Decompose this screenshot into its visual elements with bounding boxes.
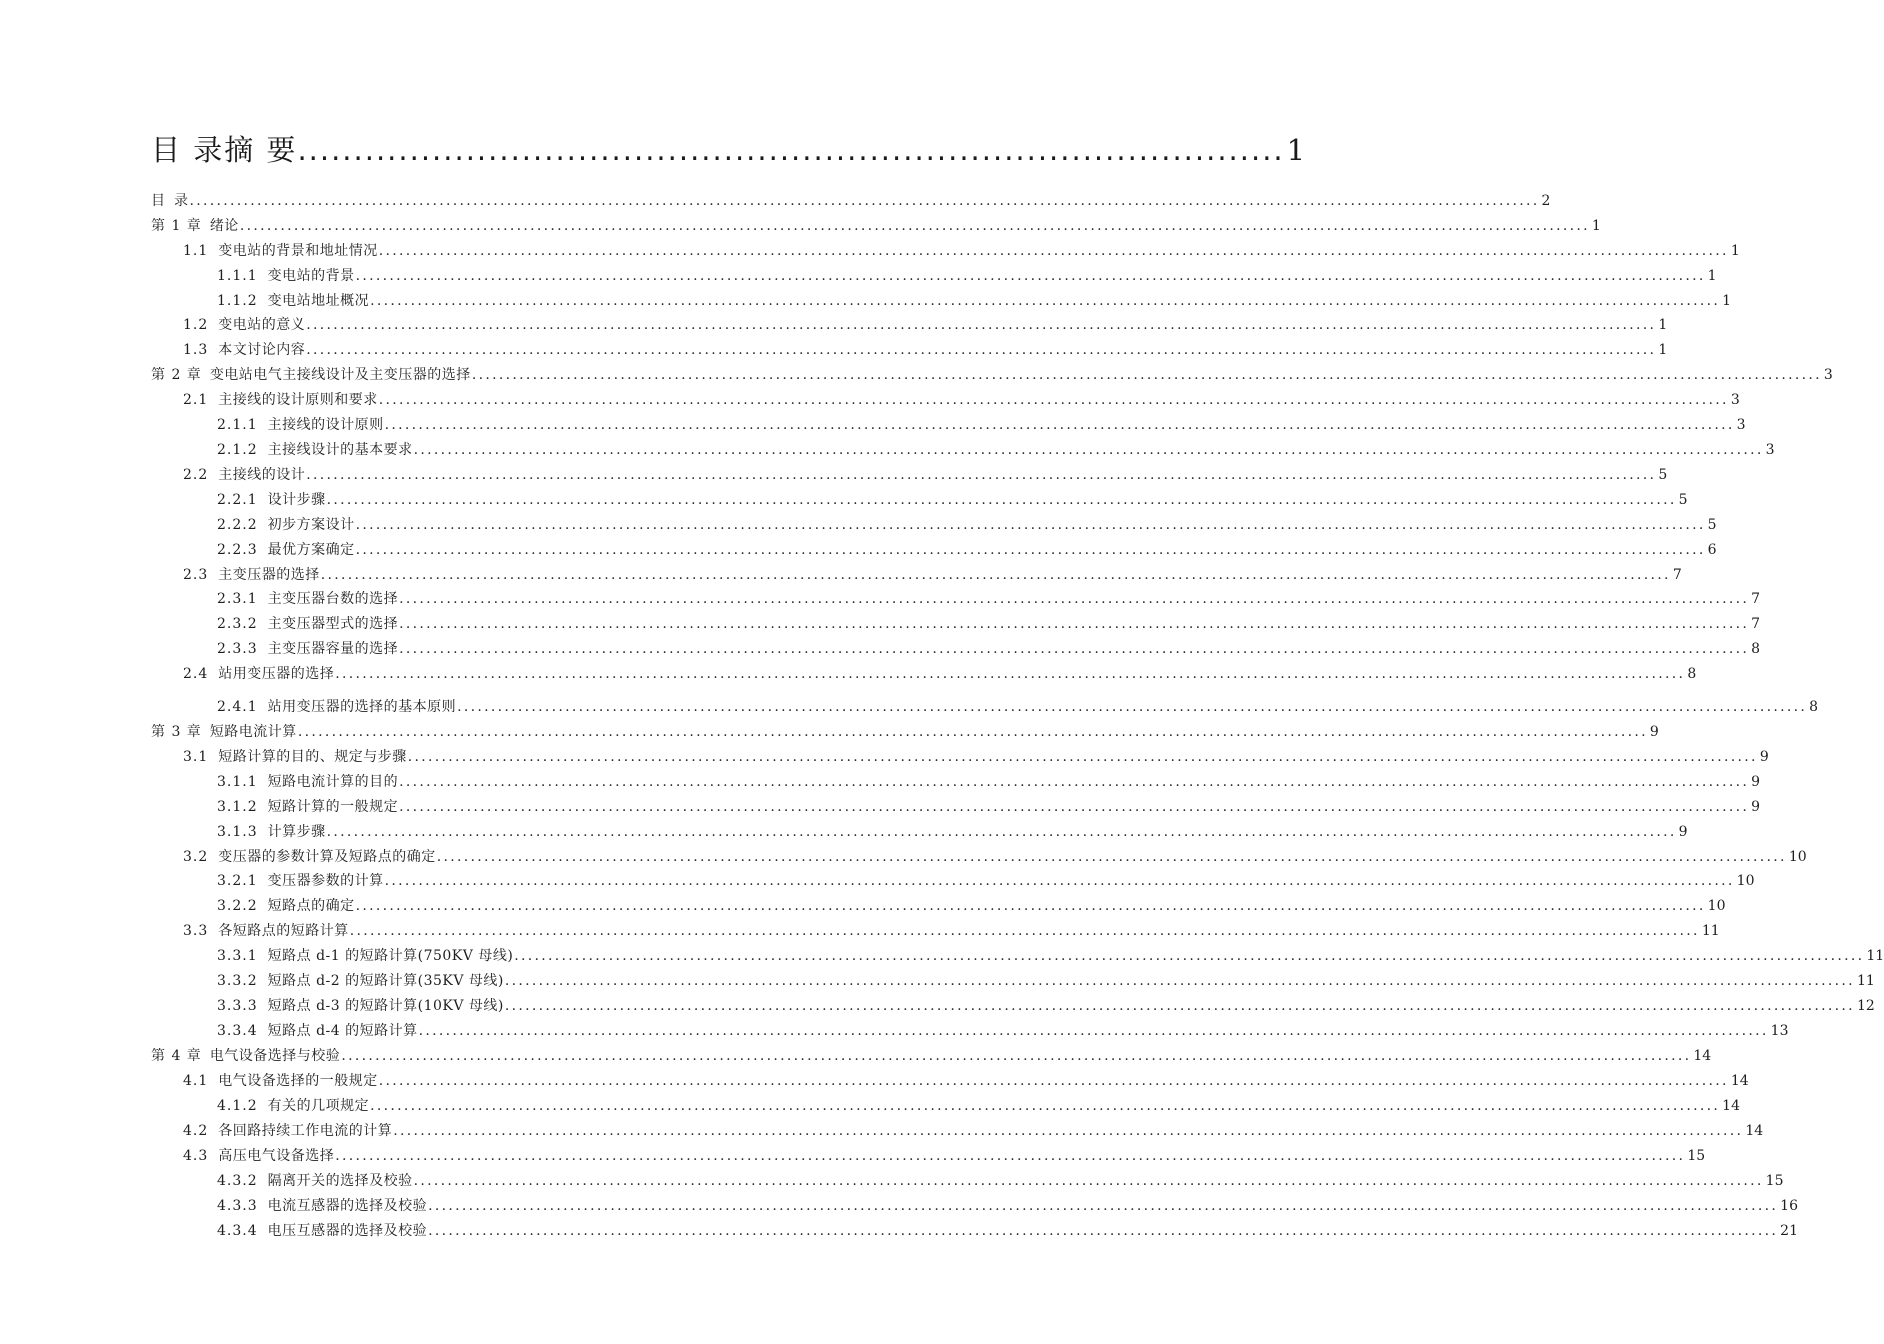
toc-entry-leader: ........................................................................................................................................................................................................ [471, 367, 1822, 383]
toc-entry-leader: ........................................................................................................................................................................................................ [428, 1198, 1779, 1214]
toc-entry-number: 第 1 章 [151, 218, 202, 234]
toc-entry-number: 第 4 章 [151, 1048, 202, 1064]
toc-entry-leader: ........................................................................................................................................................................................................ [335, 666, 1686, 682]
toc-entry-leader: ........................................................................................................................................................................................................ [378, 243, 1729, 259]
toc-entry-page: 11 [1701, 923, 1720, 939]
toc-entry-page: 3 [1765, 442, 1775, 458]
toc-entry-page: 1 [1722, 293, 1732, 309]
toc-entry-page: 14 [1722, 1098, 1740, 1114]
toc-entry-level-3[interactable] [217, 1196, 1798, 1216]
toc-entry-page: 9 [1751, 774, 1761, 790]
toc-entry-level-2[interactable] [183, 747, 1769, 767]
toc-entry-number: 1.2 [183, 317, 209, 333]
toc-entry-number: 3.1.3 [217, 824, 258, 840]
toc-entry-page: 1 [1707, 268, 1717, 284]
toc-entry-level-2[interactable] [183, 1146, 1706, 1166]
toc-entry-page: 9 [1759, 749, 1769, 765]
toc-entry-number: 3.3.1 [217, 948, 258, 964]
toc-entry-number: 4.2 [183, 1123, 209, 1139]
toc-entry-leader: ........................................................................................................................................................................................................ [384, 873, 1735, 889]
toc-entry-number: 3.2.1 [217, 873, 258, 889]
toc-entry-title: 短路点 d-4 的短路计算 [267, 1023, 418, 1039]
toc-entry-page: 9 [1678, 824, 1688, 840]
toc-heading-text: 目 录摘 要 [151, 133, 298, 167]
toc-entry-level-3[interactable] [217, 772, 1761, 792]
toc-entry-leader: ........................................................................................................................................................................................................ [418, 1023, 1769, 1039]
toc-entry-leader: ........................................................................................................................................................................................................ [399, 641, 1750, 657]
toc-entry-level-2[interactable] [183, 315, 1668, 335]
toc-entry-leader: ........................................................................................................................................................................................................ [407, 749, 1758, 765]
toc-entry-level-3[interactable] [217, 440, 1775, 460]
toc-entry-title: 电气设备选择与校验 [209, 1048, 341, 1064]
toc-heading[interactable] [151, 128, 1306, 170]
toc-entry-page: 15 [1765, 1173, 1784, 1189]
toc-entry-title: 有关的几项规定 [267, 1098, 370, 1114]
toc-entry-title: 绪论 [209, 218, 239, 234]
toc-entry-level-2[interactable] [183, 664, 1697, 684]
toc-entry-page: 16 [1780, 1198, 1798, 1214]
toc-entry-page: 1 [1730, 243, 1740, 259]
toc-entry-level-1[interactable] [151, 722, 1659, 742]
toc-entry-level-3[interactable] [217, 896, 1726, 916]
toc-entry-level-3[interactable] [217, 1096, 1740, 1116]
toc-entry-page: 15 [1687, 1148, 1706, 1164]
toc-entry-level-3[interactable] [217, 797, 1761, 817]
toc-entry-number: 3.3 [183, 923, 209, 939]
toc-entry-level-3[interactable] [217, 266, 1717, 286]
toc-entry-number: 3.1 [183, 749, 209, 765]
toc-entry-level-3[interactable] [217, 589, 1761, 609]
toc-entry-level-3[interactable] [217, 291, 1732, 311]
toc-entry-leader: ........................................................................................................................................................................................................ [239, 218, 1590, 234]
toc-entry-level-3[interactable] [217, 996, 1875, 1016]
toc-entry-leader: ........................................................................................................................................................................................................ [399, 616, 1750, 632]
toc-entry-number: 2.2.2 [217, 517, 258, 533]
toc-entry-leader: ........................................................................................................................................................................................................ [436, 849, 1787, 865]
toc-entry-number: 1.1.2 [217, 293, 258, 309]
toc-entry-number: 3.3.3 [217, 998, 258, 1014]
toc-entry-number: 4.1.2 [217, 1098, 258, 1114]
toc-entry-number: 1.1.1 [217, 268, 258, 284]
toc-entry-number: 2.2.1 [217, 492, 258, 508]
toc-entry-level-3[interactable] [217, 415, 1746, 435]
toc-entry-number: 3.1.2 [217, 799, 258, 815]
toc-entry-title: 短路点 d-2 的短路计算(35KV 母线) [267, 973, 504, 989]
toc-entry-leader: ........................................................................................................................................................................................................ [306, 342, 1657, 358]
toc-entry-number: 3.3.4 [217, 1023, 258, 1039]
toc-entry-title: 电压互感器的选择及校验 [267, 1223, 428, 1239]
toc-entry-page: 12 [1856, 998, 1875, 1014]
toc-entry-page: 8 [1687, 666, 1697, 682]
toc-entry-title: 短路计算的一般规定 [267, 799, 399, 815]
toc-entry-page: 1 [1658, 317, 1668, 333]
toc-entry-leader: ........................................................................................................................................................................................................ [320, 567, 1671, 583]
toc-entry-level-3[interactable] [217, 871, 1755, 891]
toc-entry-page: 9 [1649, 724, 1659, 740]
toc-entry-title: 各回路持续工作电流的计算 [218, 1123, 393, 1139]
toc-entry-leader: ........................................................................................................................................................................................................ [413, 1173, 1764, 1189]
toc-entry-title: 主接线的设计 [218, 467, 306, 483]
toc-entry-page: 7 [1672, 567, 1682, 583]
toc-entry-page: 8 [1751, 641, 1761, 657]
toc-entry-title: 站用变压器的选择 [218, 666, 335, 682]
toc-entry-leader: ........................................................................................................................................................................................................ [355, 517, 1706, 533]
toc-entry-page: 7 [1751, 616, 1761, 632]
toc-entry-number: 3.3.2 [217, 973, 258, 989]
toc-entry-level-1[interactable] [151, 191, 1551, 211]
toc-entry-title: 高压电气设备选择 [218, 1148, 335, 1164]
toc-entry-level-3[interactable] [217, 822, 1688, 842]
toc-entry-page: 14 [1730, 1073, 1749, 1089]
toc-entry-number: 4.3 [183, 1148, 209, 1164]
toc-entry-leader: ........................................................................................................................................................................................................ [326, 492, 1677, 508]
toc-entry-level-2[interactable] [183, 847, 1807, 867]
toc-entry-level-2[interactable] [183, 241, 1740, 261]
toc-entry-leader: ........................................................................................................................................................................................................ [349, 923, 1700, 939]
toc-entry-title: 最优方案确定 [267, 542, 355, 558]
toc-entry-number: 第 3 章 [151, 724, 202, 740]
toc-entry-page: 14 [1693, 1048, 1712, 1064]
toc-entry-level-2[interactable] [183, 340, 1668, 360]
toc-entry-number: 目 [151, 193, 166, 209]
toc-entry-leader: ........................................................................................................................................................................................................ [504, 973, 1855, 989]
toc-entry-number: 2.1 [183, 392, 209, 408]
toc-entry-level-3[interactable] [217, 1021, 1789, 1041]
toc-entry-number: 4.3.2 [217, 1173, 258, 1189]
toc-entry-level-1[interactable] [151, 365, 1833, 385]
toc-entry-number: 3.1.1 [217, 774, 258, 790]
toc-entry-title: 变电站的意义 [218, 317, 306, 333]
toc-entry-number: 4.3.3 [217, 1198, 258, 1214]
toc-entry-level-3[interactable] [217, 614, 1761, 634]
toc-entry-number: 2.3.1 [217, 591, 258, 607]
toc-entry-title: 电气设备选择的一般规定 [218, 1073, 378, 1089]
toc-entry-page: 5 [1658, 467, 1668, 483]
toc-entry-leader: ........................................................................................................................................................................................................ [341, 1048, 1692, 1064]
toc-entry-leader: ........................................................................................................................................................................................................ [413, 442, 1764, 458]
toc-entry-number: 4.3.4 [217, 1223, 258, 1239]
toc-entry-title: 变电站电气主接线设计及主变压器的选择 [209, 367, 471, 383]
toc-entry-page: 2 [1541, 193, 1551, 209]
toc-entry-leader: ........................................................................................................................................................................................................ [393, 1123, 1744, 1139]
toc-entry-title: 主变压器型式的选择 [267, 616, 399, 632]
toc-entry-number: 4.1 [183, 1073, 209, 1089]
toc-entry-leader: ........................................................................................................................................................................................................ [399, 591, 1750, 607]
toc-entry-title: 主接线的设计原则和要求 [218, 392, 378, 408]
toc-entry-level-1[interactable] [151, 1046, 1712, 1066]
toc-entry-title: 主接线的设计原则 [267, 417, 384, 433]
toc-entry-page: 5 [1678, 492, 1688, 508]
toc-entry-leader: ........................................................................................................................................................................................................ [384, 417, 1735, 433]
toc-entry-level-3[interactable] [217, 946, 1884, 966]
toc-entry-title: 变压器的参数计算及短路点的确定 [218, 849, 436, 865]
toc-entry-title: 变电站的背景 [267, 268, 355, 284]
toc-entry-level-2[interactable] [183, 921, 1720, 941]
toc-entry-title: 站用变压器的选择的基本原则 [267, 699, 457, 715]
toc-heading-leader: ........................................................................................ [297, 133, 1285, 167]
toc-entry-number: 3.2 [183, 849, 209, 865]
toc-entry-level-3[interactable] [217, 697, 1819, 717]
toc-entry-number: 第 2 章 [151, 367, 202, 383]
toc-entry-level-3[interactable] [217, 971, 1875, 991]
toc-entry-title: 短路点 d-1 的短路计算(750KV 母线) [267, 948, 514, 964]
toc-entry-title: 隔离开关的选择及校验 [267, 1173, 413, 1189]
toc-entry-level-3[interactable] [217, 1221, 1798, 1241]
toc-entry-number: 3.2.2 [217, 898, 258, 914]
toc-entry-page: 10 [1736, 873, 1755, 889]
toc-entry-title: 短路电流计算的目的 [267, 774, 399, 790]
toc-entry-page: 13 [1770, 1023, 1789, 1039]
toc-entry-page: 3 [1730, 392, 1740, 408]
toc-entry-title: 本文讨论内容 [218, 342, 306, 358]
toc-entry-title: 变电站地址概况 [267, 293, 370, 309]
toc-entry-page: 11 [1866, 948, 1884, 964]
toc-entry-page: 9 [1751, 799, 1761, 815]
toc-entry-leader: ........................................................................................................................................................................................................ [355, 898, 1706, 914]
toc-entry-title: 主变压器台数的选择 [267, 591, 399, 607]
toc-entry-title: 录 [174, 193, 189, 209]
toc-entry-level-2[interactable] [183, 390, 1740, 410]
toc-entry-level-2[interactable] [183, 1121, 1764, 1141]
toc-entry-page: 21 [1780, 1223, 1798, 1239]
toc-entry-page: 3 [1823, 367, 1833, 383]
toc-entry-title: 变电站的背景和地址情况 [218, 243, 378, 259]
toc-entry-level-3[interactable] [217, 515, 1717, 535]
toc-entry-leader: ........................................................................................................................................................................................................ [306, 317, 1657, 333]
toc-entry-leader: ........................................................................................................................................................................................................ [355, 268, 1706, 284]
toc-entry-level-1[interactable] [151, 216, 1601, 236]
toc-entry-number: 2.1.1 [217, 417, 258, 433]
toc-entry-leader: ........................................................................................................................................................................................................ [457, 699, 1808, 715]
toc-entry-page: 10 [1788, 849, 1807, 865]
toc-entry-number: 2.4 [183, 666, 209, 682]
toc-entry-number: 2.4.1 [217, 699, 258, 715]
toc-entry-leader: ........................................................................................................................................................................................................ [428, 1223, 1779, 1239]
toc-entry-level-2[interactable] [183, 465, 1668, 485]
toc-entry-page: 5 [1707, 517, 1717, 533]
toc-entry-level-2[interactable] [183, 565, 1682, 585]
toc-entry-number: 2.3.3 [217, 641, 258, 657]
toc-entry-leader: ........................................................................................................................................................................................................ [189, 193, 1540, 209]
toc-entry-leader: ........................................................................................................................................................................................................ [370, 293, 1721, 309]
toc-entry-level-3[interactable] [217, 540, 1717, 560]
toc-entry-leader: ........................................................................................................................................................................................................ [297, 724, 1648, 740]
toc-entry-leader: ........................................................................................................................................................................................................ [378, 392, 1729, 408]
toc-entry-title: 主接线设计的基本要求 [267, 442, 413, 458]
toc-entry-leader: ........................................................................................................................................................................................................ [326, 824, 1677, 840]
toc-entry-page: 6 [1707, 542, 1717, 558]
toc-entry-title: 设计步骤 [267, 492, 326, 508]
toc-entry-title: 短路计算的目的、规定与步骤 [218, 749, 407, 765]
toc-entry-leader: ........................................................................................................................................................................................................ [378, 1073, 1729, 1089]
toc-entry-page: 3 [1736, 417, 1746, 433]
toc-entry-title: 初步方案设计 [267, 517, 355, 533]
toc-heading-page: 1 [1286, 133, 1306, 167]
toc-entry-leader: ........................................................................................................................................................................................................ [306, 467, 1657, 483]
toc-entry-number: 1.3 [183, 342, 209, 358]
toc-entry-leader: ........................................................................................................................................................................................................ [335, 1148, 1686, 1164]
toc-entry-page: 1 [1591, 218, 1601, 234]
toc-entry-title: 短路电流计算 [209, 724, 297, 740]
toc-entry-title: 短路点的确定 [267, 898, 355, 914]
toc-entry-leader: ........................................................................................................................................................................................................ [399, 799, 1750, 815]
toc-entry-title: 主变压器的选择 [218, 567, 320, 583]
toc-entry-page: 1 [1658, 342, 1668, 358]
toc-entry-number: 2.3.2 [217, 616, 258, 632]
toc-entry-leader: ........................................................................................................................................................................................................ [514, 948, 1865, 964]
toc-entry-level-3[interactable] [217, 639, 1761, 659]
toc-entry-page: 11 [1856, 973, 1875, 989]
toc-entry-number: 2.3 [183, 567, 209, 583]
toc-entry-title: 计算步骤 [267, 824, 326, 840]
toc-entry-page: 14 [1745, 1123, 1764, 1139]
toc-entry-title: 电流互感器的选择及校验 [267, 1198, 428, 1214]
toc-entry-level-2[interactable] [183, 1071, 1749, 1091]
toc-entry-leader: ........................................................................................................................................................................................................ [504, 998, 1855, 1014]
toc-entry-leader: ........................................................................................................................................................................................................ [355, 542, 1706, 558]
toc-entry-title: 各短路点的短路计算 [218, 923, 349, 939]
toc-entry-number: 1.1 [183, 243, 209, 259]
toc-entry-title: 主变压器容量的选择 [267, 641, 399, 657]
toc-entry-number: 2.1.2 [217, 442, 258, 458]
toc-entry-number: 2.2.3 [217, 542, 258, 558]
toc-entry-page: 10 [1707, 898, 1726, 914]
toc-entry-level-3[interactable] [217, 1171, 1784, 1191]
toc-entry-number: 2.2 [183, 467, 209, 483]
toc-entry-leader: ........................................................................................................................................................................................................ [399, 774, 1750, 790]
toc-entry-page: 8 [1809, 699, 1819, 715]
toc-entry-title: 变压器参数的计算 [267, 873, 384, 889]
toc-entry-level-3[interactable] [217, 490, 1688, 510]
toc-entry-title: 短路点 d-3 的短路计算(10KV 母线) [267, 998, 504, 1014]
toc-entry-page: 7 [1751, 591, 1761, 607]
toc-entry-leader: ........................................................................................................................................................................................................ [370, 1098, 1721, 1114]
